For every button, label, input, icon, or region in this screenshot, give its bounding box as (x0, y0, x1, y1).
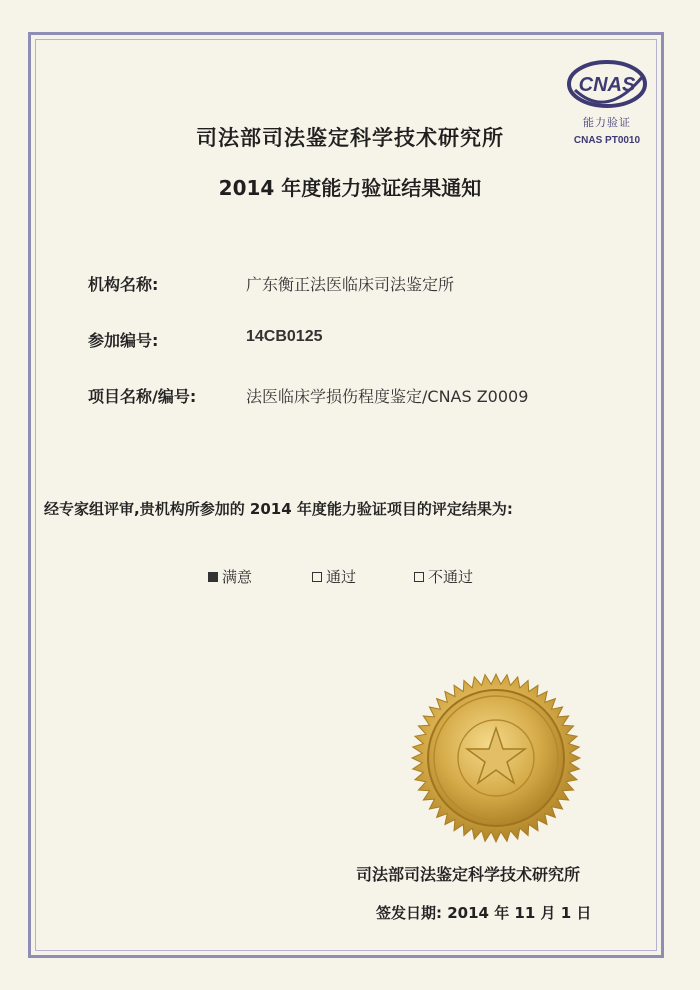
result-option-satisfied (208, 566, 252, 587)
result-option-fail (414, 566, 473, 587)
project-row (88, 384, 529, 407)
cnas-code: CNAS PT0010 (573, 135, 641, 146)
notice-title: 2014 年度能力验证结果通知 (218, 176, 482, 200)
cnas-brand-text: CNAS (578, 74, 636, 96)
gold-seal-icon (410, 672, 582, 844)
issuer-title: 司法部司法鉴定科学技术研究所 (196, 126, 504, 150)
project-value: 法医临床学损伤程度鉴定/CNAS Z0009 (246, 387, 529, 406)
cnas-subtitle: 能力验证 (583, 116, 631, 129)
project-label: 项目名称/编号: (88, 387, 197, 406)
id-value: 14CB0125 (246, 328, 323, 345)
result-option-pass (312, 566, 356, 587)
issue-date: 签发日期: 2014 年 11 月 1 日 (376, 904, 592, 922)
unchecked-box-icon (312, 572, 322, 582)
result-option-label: 不通过 (428, 568, 474, 586)
evaluation-statement: 经专家组评审,贵机构所参加的 2014 年度能力验证项目的评定结果为: (44, 500, 513, 518)
footer-issuer: 司法部司法鉴定科学技术研究所 (356, 865, 581, 884)
cnas-emblem-icon (565, 56, 649, 112)
org-value: 广东衡正法医临床司法鉴定所 (246, 275, 455, 294)
id-label: 参加编号: (88, 331, 159, 350)
result-option-label: 满意 (222, 568, 253, 586)
unchecked-box-icon (414, 572, 424, 582)
result-option-label: 通过 (326, 568, 357, 586)
org-label: 机构名称: (88, 275, 159, 294)
org-row (88, 272, 455, 295)
id-row (88, 328, 323, 351)
checked-box-icon (208, 572, 218, 582)
